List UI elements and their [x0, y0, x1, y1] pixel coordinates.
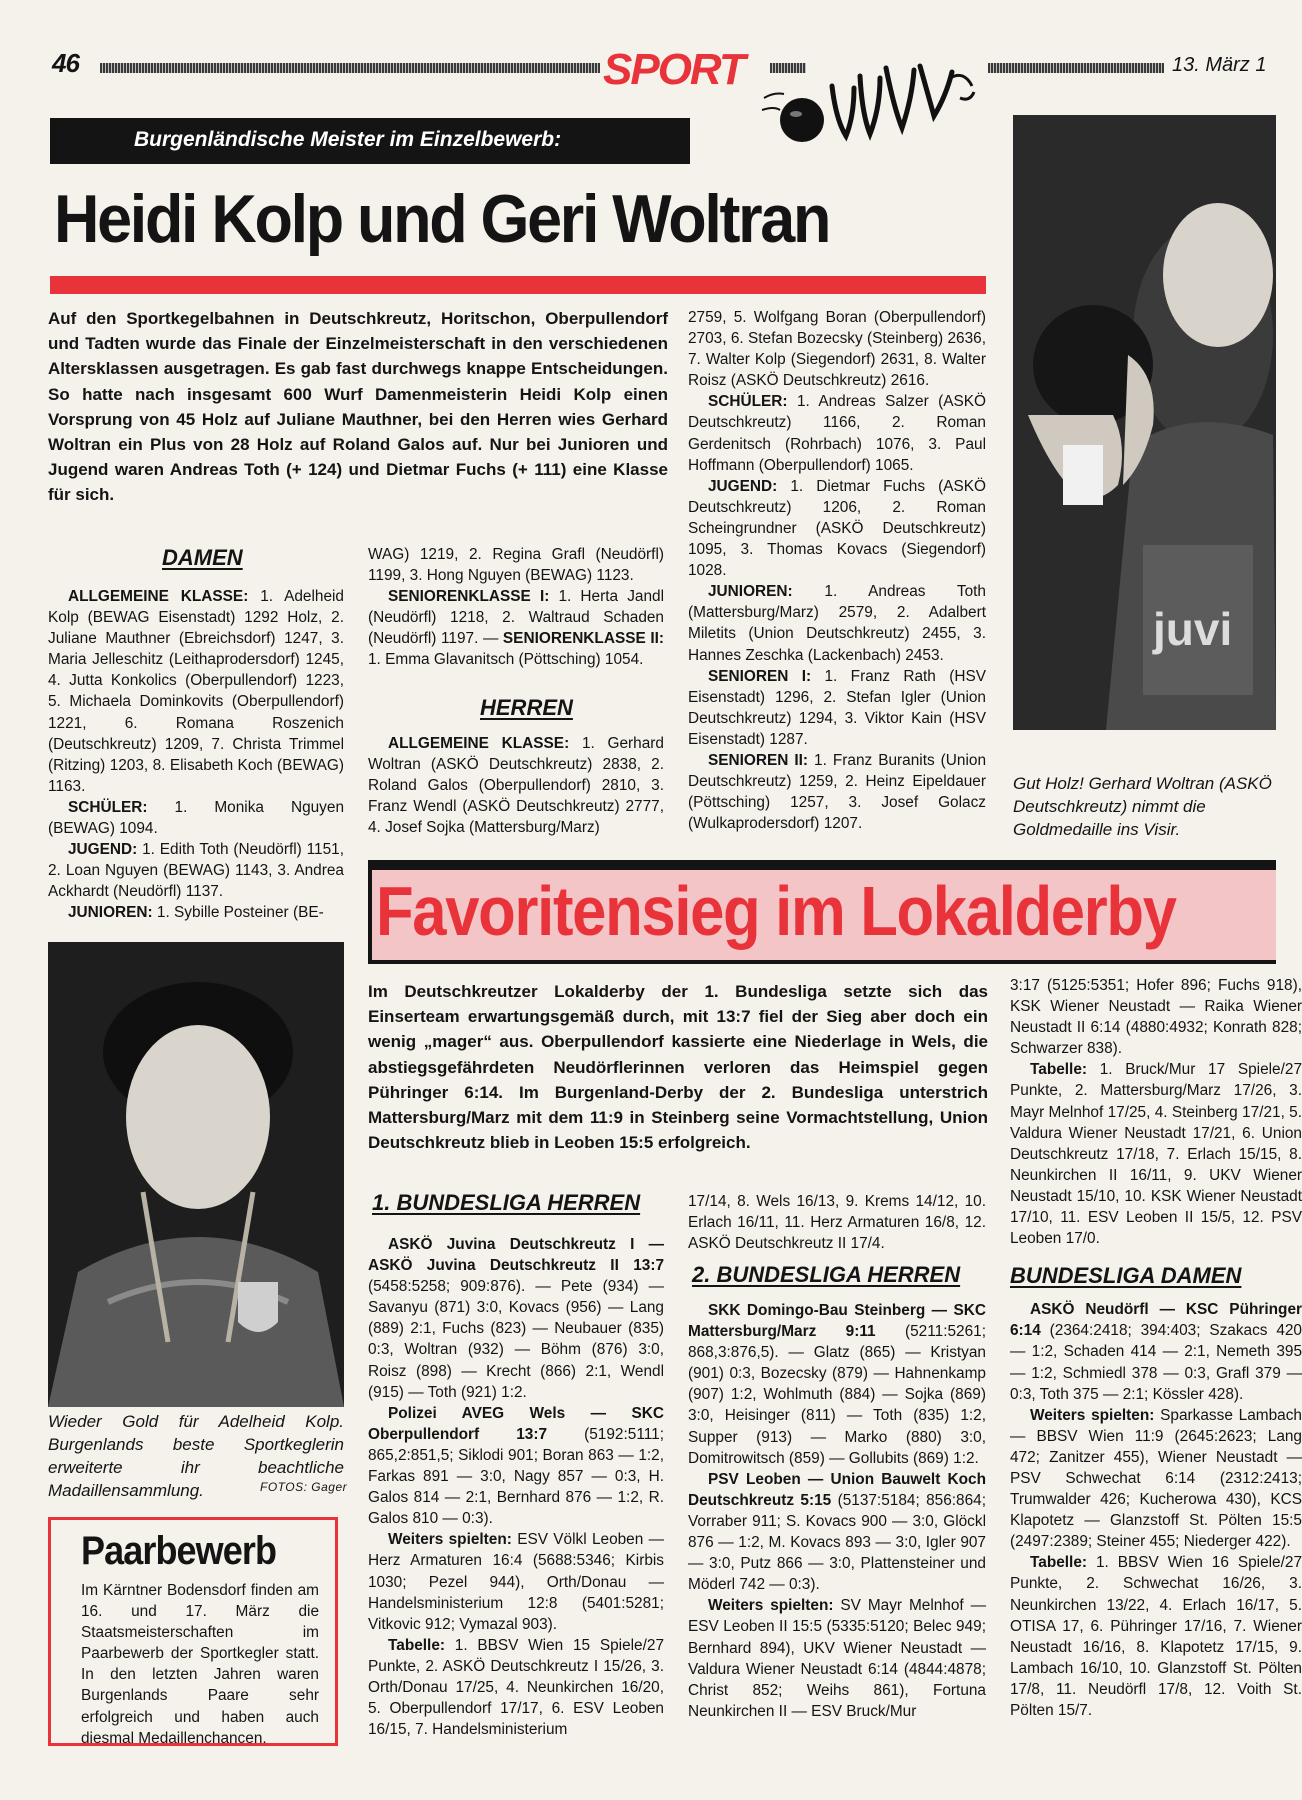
header-rule-left — [100, 63, 600, 73]
article2-col-b — [688, 1300, 986, 1722]
bl1-match-2: Polizei AVEG Wels — SKC Oberpullendorf 13:7 (5192:5111; 865,2:851,5; Siklodi 901; Boran 863 — 1:2, Farkas 891 — 3:0, Nagy 857 — 0:3, H. Galos 814 — 2:1, Bernhard 876 — 1:2, R. Galos 810 — 0:3). — [368, 1404, 664, 1528]
article2-headline: Favoritensieg im Lokalderby — [376, 872, 1176, 950]
bl1-heading: 1. BUNDESLIGA HERREN — [372, 1190, 641, 1215]
col1-jugend: JUGEND: 1. Edith Toth (Neudörfl) 1151, 2. Loan Nguyen (BEWAG) 1143, 3. Andrea Ackhardt (Neudörfl) 1137. — [48, 841, 344, 901]
section-title: SPORT — [603, 45, 744, 94]
photo-woltran-caption: Gut Holz! Gerhard Woltran (ASKÖ Deutschkreutz) nimmt die Goldmedaille ins Visir. — [1013, 774, 1272, 839]
svg-text:juvi: juvi — [1153, 603, 1233, 655]
bl2-match-2: PSV Leoben — Union Bauwelt Koch Deutschkreutz 5:15 (5137:5184; 856:864; Vorraber 911; S. Kovacs 900 — 3:0, Glöckl 876 — 1:2, M. Kovacs 893 — 3:0, Igler 907 — 3:0, Putz 866 — 3:0, Plattensteiner und Möderl 742 — 0:3). — [688, 1470, 986, 1594]
col3-jugend: JUGEND: 1. Dietmar Fuchs (ASKÖ Deutschkreutz) 1206, 2. Roman Scheingrundner (ASKÖ Deutschkreutz) 1095, 3. Thomas Kovacs (Siegendorf) 1028. — [688, 477, 986, 580]
damen-heading: DAMEN — [162, 545, 243, 570]
col2-senioren: SENIORENKLASSE I: 1. Herta Jandl (Neudörfl) 1218, 2. Waltraud Schaden (Neudörfl) 1197. — SENIORENKLASSE II: 1. Emma Glavanitsch (Pöttsching) 1054. — [368, 588, 664, 669]
photo-gerhard-woltran — [1013, 115, 1276, 730]
issue-date: 13. März 1 — [1172, 54, 1267, 76]
article1-kicker: Burgenländische Meister im Einzelbewerb: — [134, 128, 562, 151]
bl1-match-1: ASKÖ Juvina Deutschkreutz I — ASKÖ Juvina Deutschkreutz II 13:7 (5458:5258; 909:876). — Pete (934) — Savanyu (871) 3:0, Kovacs (956) — Lang (889) 2:1, Fuchs (823) — Neubauer (835) 0:3, Woltran (932) — Böhm (876) 3:0, Roisz (898) — Krecht (866) 2:1, Wendl (915) — Toth (921) 1:2. — [368, 1236, 664, 1401]
col3-junioren: JUNIOREN: 1. Andreas Toth (Mattersburg/Marz) 2579, 2. Adalbert Miletits (Union Deutschkreutz) 2455, 3. Hannes Zeschka (Lackenbach) 2453. — [688, 583, 986, 664]
herren-heading: HERREN — [480, 695, 573, 720]
paarbewerb-title: Paarbewerb — [81, 1529, 277, 1573]
damen-liga-heading: BUNDESLIGA DAMEN — [1010, 1263, 1242, 1289]
bl1-tabelle: Tabelle: 1. BBSV Wien 15 Spiele/27 Punkte, 2. ASKÖ Deutschkreutz I 15/26, 3. Orth/Donau 17/25, 4. Neunkirchen 16/20, 5. Oberpullendorf 17/17, 6. ESV Leoben 16/15, 7. Handelsministerium — [368, 1636, 664, 1739]
bl2-weiters-cont: 3:17 (5125:5351; Hofer 896; Fuchs 918), KSK Wiener Neustadt — Raika Wiener Neustadt II 6:14 (4880:4932; Konrath 828; Schwarzer 838). — [1010, 977, 1302, 1058]
photo-adelheid-kolp — [48, 942, 344, 1407]
col1-junioren: JUNIOREN: 1. Sybille Posteiner (BE- — [68, 904, 324, 922]
damen-weiters: Weiters spielten: Sparkasse Lambach — BBSV Wien 11:9 (2645:2623; Lang 472; Zanitzer 455), Wiener Neustadt — PSV Schwechat 6:14 (2312:2413; Trumwalder 426; Kucherowa 430), KCS Klapotetz — Glanzstoff St. Pölten 15:5 (2497:2389; Steiner 455; Niederger 422). — [1010, 1406, 1302, 1551]
bl2-tabelle: Tabelle: 1. Bruck/Mur 17 Spiele/27 Punkte, 2. Mattersburg/Marz 17/26, 3. Mayr Melnhof 17/25, 4. Steinberg 17/21, 5. Valdura Wiener Neustadt 17/21, 6. Union Deutschkreutz 17/18, 7. Erlach 15/15, 8. Neunkirchen II 16/11, 9. UKV Wiener Neustadt 15/10, 10. KSK Wiener Neustadt 17/10, 11. ESV Leoben II 15/5, 12. PSV Leoben 17/0. — [1010, 1061, 1302, 1248]
article2-col-a — [368, 1234, 664, 1740]
article1-col3 — [688, 307, 986, 834]
article1-col2c — [368, 733, 664, 838]
article1-col1 — [48, 586, 344, 924]
header-rule-right — [988, 63, 1164, 73]
col3-senioren-2: SENIOREN II: 1. Franz Buranits (Union Deutschkreutz) 1259, 2. Heinz Eipeldauer (Pöttsching) 1257, 3. Josef Golacz (Wulkaprodersdorf) 1207. — [688, 751, 987, 833]
article2-col-c-clip — [1010, 975, 1302, 1765]
col2-damen-cont: WAG) 1219, 2. Regina Grafl (Neudörfl) 1199, 3. Hong Nguyen (BEWAG) 1123. — [368, 546, 664, 585]
photo-kolp-caption: Wieder Gold für Adelheid Kolp. Burgenlands beste Sportkeglerin erweiterte ihr beachtliche Madaillensammlung. — [48, 1412, 344, 1500]
col1-schueler: SCHÜLER: 1. Monika Nguyen (BEWAG) 1094. — [48, 798, 344, 838]
bl1-weiters: Weiters spielten: ESV Völkl Leoben — Herz Armaturen 16:4 (5688:5346; Kirbis 1030; Pezel 944), Orth/Donau — Handelsministerium 12:8 (5401:5281; Vitkovic 912; Vymazal 903). — [368, 1531, 664, 1633]
bl2-heading: 2. BUNDESLIGA HERREN — [692, 1262, 961, 1287]
damen-tabelle: Tabelle: 1. BBSV Wien 16 Spiele/27 Punkte, 2. Schwechat 16/26, 3. Neunkirchen 13/22, 4. Erlach 16/17, 5. OTISA 17, 6. Pühringer 17/16, 7. Wiener Neustadt 16/16, 8. Klapotetz 17/15, 9. Lambach 16/10, 10. Glanzstoff St. Pölten 17/8, 11. Neudörfl 17/8, 12. Voith St. Pölten 15/7. — [1010, 1554, 1302, 1719]
col3-senioren-1: SENIOREN I: 1. Franz Rath (HSV Eisenstadt) 1296, 2. Stefan Igler (Union Deutschkreutz) 1294, 3. Viktor Kain (HSV Eisenstadt) 1287. — [688, 667, 986, 748]
damen-match-1: ASKÖ Neudörfl — KSC Pühringer 6:14 (2364:2418; 394:403; Szakacs 420 — 1:2, Schaden 414 — 2:1, Nemeth 395 — 1:2, Schmiedl 378 — 0:3, Grafl 379 — 0:3, Toth 375 — 2:1; Kössler 428). — [1010, 1301, 1302, 1403]
article2-headline-pink — [372, 870, 1276, 960]
article1-col2a — [368, 544, 664, 671]
article1-headline: Heidi Kolp und Geri Woltran — [54, 181, 830, 257]
paarbewerb-text: Im Kärntner Bodensdorf finden am 16. und 17. März die Staatsmeisterschaften im Paarbewerb der Sportkegler statt. In den letzten Jahren waren Burgenlands Paare sehr erfolgreich und haben auch diesmal Medaillenchancen. — [81, 1582, 319, 1747]
article2-col-b-top — [688, 1191, 986, 1254]
article2-lead: Im Deutschkreutzer Lokalderby der 1. Bundesliga setzte sich das Einserteam erwartungsgemäß durch, mit 13:7 fiel der Sieg aber doch ein wenig „mager“ aus. Oberpullendorf kassierte eine Niederlage in Wels, die abstiegsgefährdeten Neudörflerinnen verloren das Heimspiel gegen Pühringer 6:14. Im Burgenland-Derby der 2. Bundesliga unterstrich Mattersburg/Marz mit dem 11:9 in Steinberg seine Vormachtstellung, Union Deutschkreutz blieb in Leoben 15:5 erfolgreich. — [368, 982, 988, 1153]
bl2-match-1: SKK Domingo-Bau Steinberg — SKC Mattersburg/Marz 9:11 (5211:5261; 868,3:876,5). — Glatz (865) — Kristyan (901) 0:3, Bozecsky (879) — Hahnenkamp (907) 1:2, Wohlmuth (884) — Sojka (869) 3:0, Heisinger (811) — Toth (835) 1:2, Supper (913) — Marko (880) 3:0, Domitrowitsch (859) — Gollubits (869) 1:2. — [688, 1302, 986, 1467]
col2-herren-allgemeine: ALLGEMEINE KLASSE: 1. Gerhard Woltran (ASKÖ Deutschkreutz) 2838, 2. Roland Galos (Oberpullendorf) 2810, 3. Franz Wendl (ASKÖ Deutschkreutz) 2777, 4. Josef Sojka (Mattersburg/Marz) — [368, 735, 664, 837]
bl2-weiters: Weiters spielten: SV Mayr Melnhof — ESV Leoben II 15:5 (5335:5120; Belec 949; Bernhard 894), UKV Wiener Neustadt — Valdura Wiener Neustadt 6:14 (4844:4878; Christ 852; Weihs 861), Fortuna Neunkirchen II — ESV Bruck/Mur — [688, 1597, 986, 1720]
paarbewerb-box — [48, 1517, 338, 1746]
col3-schueler: SCHÜLER: 1. Andreas Salzer (ASKÖ Deutschkreutz) 1166, 2. Roman Gerdenitsch (Rohrbach) 1076, 3. Paul Hoffmann (Oberpullendorf) 1065. — [688, 393, 986, 474]
article1-lead: Auf den Sportkegelbahnen in Deutschkreutz, Horitschon, Oberpullendorf und Tadten wurde das Finale der Einzelmeisterschaft in den verschiedenen Altersklassen ausgetragen. Es gab fast durchwegs knappe Entscheidungen. So hatte nach insgesamt 600 Wurf Damenmeisterin Heidi Kolp einen Vorsprung von 45 Holz auf Juliane Mauthner, bei den Herren wies Gerhard Woltran ein Plus von 28 Holz auf Roland Galos auf. Nur bei Junioren und Jugend waren Andreas Toth (+ 124) und Dietmar Fuchs (+ 111) eine Klasse für sich. — [48, 309, 668, 505]
page-number: 46 — [52, 48, 79, 78]
col1-allgemeine: ALLGEMEINE KLASSE: 1. Adelheid Kolp (BEWAG Eisenstadt) 1292 Holz, 2. Juliane Mauthner (Ebreichsdorf) 1247, 3. Maria Jelleschitz (Leithaprodersdorf) 1245, 4. Jutta Konkolics (Oberpullendorf) 1223, 5. Michaela Dominkovits (Oberpullendorf) 1221, 6. Romana Roszenich (Deutschkreutz) 1209, 7. Christa Trimmel (Ritzing) 1203, 8. Elisabeth Koch (BEWAG) 1163. — [48, 588, 344, 795]
col3-herren-cont: 2759, 5. Wolfgang Boran (Oberpullendorf) 2703, 6. Stefan Bozecsky (Steinberg) 2636, 7. Walter Kolp (Siegendorf) 2631, 8. Walter Roisz (ASKÖ Deutschkreutz) 2616. — [688, 309, 986, 390]
photo-credit: FOTOS: Gager — [260, 1480, 348, 1494]
headline-underline — [50, 276, 986, 294]
bl1-tabelle-cont: 17/14, 8. Wels 16/13, 9. Krems 14/12, 10. Erlach 16/11, 11. Herz Armaturen 16/8, 12. ASKÖ Deutschkreutz II 17/4. — [688, 1193, 986, 1253]
bowling-logo-icon — [760, 58, 990, 150]
